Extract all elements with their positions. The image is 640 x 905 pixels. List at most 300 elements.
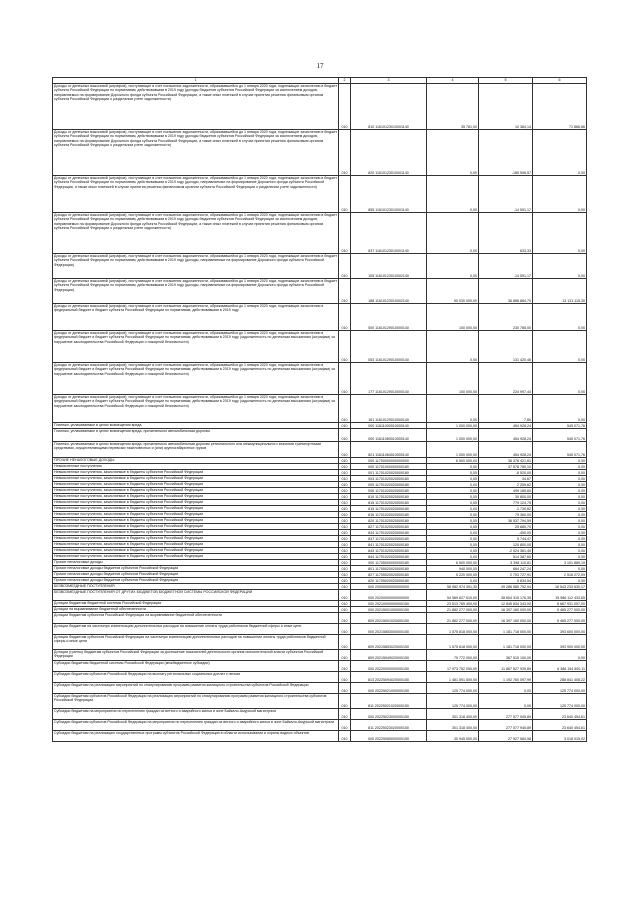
row-approved-amount: 75 772 000,00 [427, 650, 479, 661]
row-remaining-amount: 8 667 931 057,00 [533, 601, 587, 607]
row-remaining-amount: 0,00 [533, 254, 587, 279]
row-budget-code: 820 11610123010001140 [351, 130, 427, 176]
table-row [53, 694, 587, 709]
row-description: Субсидии бюджетам субъектов Российской Федерации на выплату региональных социальных доплат к пенсии [53, 672, 339, 683]
row-executed-amount: 2 703 727,91 [479, 572, 533, 578]
row-executed-amount: 5 834,54 [479, 578, 533, 584]
row-approved-amount: 0,00 [427, 395, 479, 423]
table-row [53, 304, 587, 331]
row-remaining-amount: 545 071,76 [533, 442, 587, 458]
row-approved-amount: 0,00 [427, 536, 479, 542]
row-remaining-amount: 0,00 [533, 176, 587, 213]
row-line-code: 010 [339, 650, 351, 661]
row-description: Невыясненные поступления, зачисляемые в бюджеты субъектов Российской Федерации [53, 548, 339, 554]
column-header: 4 [427, 78, 479, 84]
row-approved-amount: 100 000,00 [427, 304, 479, 331]
row-executed-amount: 36 537 794,59 [479, 518, 533, 524]
row-executed-amount: 224 997,44 [479, 363, 533, 395]
row-approved-amount: 1 575 618 000,00 [427, 635, 479, 650]
row-executed-amount: 0,00 [479, 683, 533, 694]
row-remaining-amount: 0,00 [533, 494, 587, 500]
row-approved-amount: 0,00 [427, 506, 479, 512]
row-line-code: 010 [339, 470, 351, 476]
row-executed-amount: 664 247,24 [479, 566, 533, 572]
row-budget-code: 810 11610123010001140 [351, 84, 427, 130]
row-approved-amount: 30 945 500,00 [427, 731, 479, 742]
row-executed-amount: 38 604 315 176,35 [479, 590, 533, 601]
row-remaining-amount: 15 986 112 433,65 [533, 590, 587, 601]
row-remaining-amount: 2 516 272,09 [533, 572, 587, 578]
row-description: Прочие неналоговые доходы [53, 560, 339, 566]
row-executed-amount: 499 185,60 [479, 488, 533, 494]
row-executed-amount: 514 387,60 [479, 554, 533, 560]
row-approved-amount: 0,00 [427, 530, 479, 536]
row-remaining-amount: 3 101 889,19 [533, 560, 587, 566]
row-approved-amount: 0,00 [427, 500, 479, 506]
table-row [53, 442, 587, 458]
row-line-code: 010 [339, 578, 351, 584]
row-line-code: 010 [339, 304, 351, 331]
row-line-code: 010 [339, 84, 351, 130]
row-remaining-amount: 0,00 [533, 524, 587, 530]
row-approved-amount: 23 513 765 400,00 [427, 601, 479, 607]
row-approved-amount: 50 030 000,00 [427, 279, 479, 304]
row-description: Доходы от денежных взысканий (штрафов), поступающие в счет погашения задолженности, образовавшейся до 1 января 2020 года, подлежащие зачислению в федеральный бюджет и бюджет субъекта Российской Федерации по нормативам, действовавшим в 2019 году (задолженность по денежным взысканиям (штрафам) за нарушение законодательства Российской Федерации о пожарной безопасности) [53, 363, 339, 395]
row-description: Прочие неналоговые доходы бюджетов субъектов Российской Федерации [53, 566, 339, 572]
row-budget-code: 105 11610123010002140 [351, 254, 427, 279]
column-header: 5 [479, 78, 533, 84]
row-approved-amount: 58 982 974 391,30 [427, 584, 479, 590]
table-row [53, 650, 587, 661]
table-row [53, 176, 587, 213]
row-approved-amount: 1 000 000,00 [427, 442, 479, 458]
row-approved-amount: 0,00 [427, 130, 479, 176]
row-budget-code: 821 11611064010000140 [351, 442, 427, 458]
row-executed-amount: 16 397 160 000,00 [479, 613, 533, 624]
row-budget-code: 811 20225023020000150 [351, 720, 427, 731]
row-description: Невыясненные поступления, зачисляемые в бюджеты субъектов Российской Федерации [53, 554, 339, 560]
row-remaining-amount: 0,00 [533, 530, 587, 536]
row-remaining-amount: 0,00 [533, 488, 587, 494]
row-remaining-amount: 6 386 154 500,11 [533, 661, 587, 672]
row-line-code: 010 [339, 476, 351, 482]
row-line-code: 010 [339, 720, 351, 731]
row-remaining-amount: 545 071,76 [533, 423, 587, 429]
row-description: Субсидии бюджетам на мероприятия по переселению граждан из ветхого и аварийного жилья в зоне Байкало-Амурской магистрали [53, 709, 339, 720]
row-budget-code: 188 11610123010002140 [351, 279, 427, 304]
row-executed-amount: 1 181 718 000,00 [479, 635, 533, 650]
table-row [53, 661, 587, 672]
row-budget-code: 820 11705020020000180 [351, 578, 427, 584]
row-executed-amount: 49 286 585 752,94 [479, 584, 533, 590]
row-approved-amount: 0,00 [427, 176, 479, 213]
row-description: Доходы от денежных взысканий (штрафов), поступающие в счет погашения задолженности, образовавшейся до 1 января 2020 года, подлежащие зачислению в федеральный бюджет и бюджет субъекта Российской Федерации по нормативам, действовавшим в 2019 году [53, 304, 339, 331]
row-executed-amount: -1 730,82 [479, 506, 533, 512]
table-row [53, 683, 587, 694]
row-line-code: 010 [339, 423, 351, 429]
row-remaining-amount: 0,00 [533, 500, 587, 506]
row-description: Дотации бюджетам субъектов Российской Федерации на выравнивание бюджетной обеспеченности [53, 613, 339, 624]
row-budget-code: 809 20215001020000150 [351, 613, 427, 624]
table-row [53, 613, 587, 624]
row-approved-amount: 0,00 [427, 464, 479, 470]
row-remaining-amount: 0,00 [533, 130, 587, 176]
row-remaining-amount: 0,00 [533, 331, 587, 363]
table-row [53, 395, 587, 423]
row-description: Доходы от денежных взысканий (штрафов), поступающие в счет погашения задолженности, образовавшейся до 1 января 2020 года, подлежащие зачислению в федеральный бюджет и бюджет субъекта Российской Федерации по нормативам, действовавшим в 2019 году (задолженность по денежным взысканиям (штрафам) за нарушение законодательства Российской Федерации о пожарной безопасности) [53, 395, 339, 423]
row-line-code: 010 [339, 672, 351, 683]
row-remaining-amount: 0,00 [533, 304, 587, 331]
row-budget-code: 003 11701020020000180 [351, 476, 427, 482]
row-executed-amount: 131 420,46 [479, 331, 533, 363]
row-executed-amount: 1 192 760 097,99 [479, 672, 533, 683]
row-line-code: 010 [339, 213, 351, 254]
row-line-code: 010 [339, 624, 351, 635]
row-budget-code: 053 11610129010000140 [351, 331, 427, 363]
row-executed-amount: -14 591,17 [479, 176, 533, 213]
row-executed-amount: 5 744,47 [479, 536, 533, 542]
row-remaining-amount: 0,00 [533, 554, 587, 560]
row-remaining-amount: 288 841 408,22 [533, 672, 587, 683]
row-executed-amount: 3 398 110,81 [479, 560, 533, 566]
row-budget-code: 000 11701000000000180 [351, 464, 427, 470]
table-row [53, 720, 587, 731]
row-description: Прочие неналоговые доходы бюджетов субъектов Российской Федерации [53, 578, 339, 584]
row-remaining-amount: 23 640 454,61 [533, 720, 587, 731]
row-budget-code: 815 11701020020000180 [351, 506, 427, 512]
row-description: Невыясненные поступления, зачисляемые в бюджеты субъектов Российской Федерации [53, 506, 339, 512]
row-line-code: 010 [339, 130, 351, 176]
row-executed-amount: 27 927 584,98 [479, 731, 533, 742]
row-approved-amount: 0,00 [427, 542, 479, 548]
row-description: Невыясненные поступления, зачисляемые в бюджеты субъектов Российской Федерации [53, 494, 339, 500]
row-remaining-amount: 125 774 000,00 [533, 694, 587, 709]
row-description: Невыясненные поступления, зачисляемые в бюджеты субъектов Российской Федерации [53, 542, 339, 548]
table-row [53, 213, 587, 254]
row-description: ПРОЧИЕ НЕНАЛОГОВЫЕ ДОХОДЫ [53, 458, 339, 464]
row-budget-code: 809 20215853020000150 [351, 635, 427, 650]
row-approved-amount: 54 589 627 610,00 [427, 590, 479, 601]
table-row [53, 429, 587, 442]
row-description: Невыясненные поступления, зачисляемые в бюджеты субъектов Российской Федерации [53, 530, 339, 536]
row-executed-amount: 633,33 [479, 213, 533, 254]
row-budget-code: 005 11701020020000180 [351, 482, 427, 488]
row-executed-amount: 454 928,24 [479, 423, 533, 429]
row-description: Прочие неналоговые доходы бюджетов субъектов Российской Федерации [53, 572, 339, 578]
row-description: Невыясненные поступления, зачисляемые в бюджеты субъектов Российской Федерации [53, 512, 339, 518]
row-description: Невыясненные поступления, зачисляемые в бюджеты субъектов Российской Федерации [53, 476, 339, 482]
row-line-code: 010 [339, 524, 351, 530]
table-row [53, 709, 587, 720]
row-description: Дотации бюджетам бюджетной системы Российской Федерации [53, 601, 339, 607]
row-line-code: 010 [339, 694, 351, 709]
column-header: 6 [533, 78, 587, 84]
row-approved-amount: 1 000 000,00 [427, 429, 479, 442]
row-remaining-amount: 393 900 000,00 [533, 635, 587, 650]
row-approved-amount: 21 862 277 000,00 [427, 613, 479, 624]
row-remaining-amount: 0,00 [533, 542, 587, 548]
row-approved-amount: 100 000,00 [427, 363, 479, 395]
row-remaining-amount: 0,00 [533, 458, 587, 464]
row-budget-code: 177 11610129010000140 [351, 363, 427, 395]
row-remaining-amount: 0,00 [533, 213, 587, 254]
row-remaining-amount: 0,00 [533, 363, 587, 395]
row-description: Невыясненные поступления, зачисляемые в бюджеты субъектов Российской Федерации [53, 500, 339, 506]
row-line-code: 010 [339, 442, 351, 458]
row-approved-amount: 0,00 [427, 470, 479, 476]
row-description: Доходы от денежных взысканий (штрафов), поступающие в счет погашения задолженности, образовавшейся до 1 января 2020 года, подлежащие зачислению в бюджет субъекта Российской Федерации по нормативам, действовавшим в 2019 году (доходы, направляемые на формирование Дорожного фонда субъекта Российской Федерации, а также иных платежей в случае принятия решения финансовым органом субъекта Российской Федерации о раздельном учете задолженности) [53, 176, 339, 213]
page-number: 17 [316, 62, 324, 70]
row-executed-amount: 277 577 945,89 [479, 709, 533, 720]
row-line-code: 010 [339, 363, 351, 395]
row-remaining-amount: 125 774 000,00 [533, 683, 587, 694]
row-line-code: 010 [339, 683, 351, 694]
row-remaining-amount: 5 465 277 000,00 [533, 607, 587, 613]
row-executed-amount: 779 124,75 [479, 500, 533, 506]
row-executed-amount: 0,00 [479, 694, 533, 709]
row-approved-amount: 0,00 [427, 213, 479, 254]
row-description: Невыясненные поступления, зачисляемые в бюджеты субъектов Российской Федерации [53, 488, 339, 494]
row-line-code: 010 [339, 601, 351, 607]
row-executed-amount: 120 800,00 [479, 542, 533, 548]
row-budget-code: 000 20215001000000150 [351, 607, 427, 613]
row-budget-code: 820 11701020020000180 [351, 518, 427, 524]
row-description: Платежи, уплачиваемые в целях возмещения вреда, причиняемого автомобильным дорогам [53, 429, 339, 442]
row-line-code: 010 [339, 566, 351, 572]
row-approved-amount: 17 973 752 050,00 [427, 661, 479, 672]
row-executed-amount: 79 360,00 [479, 512, 533, 518]
row-line-code: 010 [339, 590, 351, 601]
row-line-code: 010 [339, 548, 351, 554]
row-line-code: 010 [339, 518, 351, 524]
row-remaining-amount: 13 131 115,30 [533, 279, 587, 304]
row-approved-amount: 301 318 400,00 [427, 709, 479, 720]
row-remaining-amount: 0,00 [533, 476, 587, 482]
row-approved-amount: 6 500 000,00 [427, 458, 479, 464]
row-line-code: 010 [339, 494, 351, 500]
row-executed-amount: 367 515 100,00 [479, 650, 533, 661]
row-line-code: 010 [339, 661, 351, 672]
row-description: Дотации бюджетам на частичную компенсацию дополнительных расходов на повышение оплаты труда работников бюджетной сферы и иные цели [53, 624, 339, 635]
row-line-code: 010 [339, 731, 351, 742]
row-remaining-amount: 0,00 [533, 578, 587, 584]
row-executed-amount: 7,80 [479, 395, 533, 423]
row-approved-amount: 5 220 000,00 [427, 572, 479, 578]
column-header: 2 [339, 78, 351, 84]
table-row [53, 731, 587, 742]
row-executed-amount: -2 024 361,40 [479, 548, 533, 554]
row-executed-amount: 10 384,14 [479, 84, 533, 130]
row-budget-code: 000 20225023000000150 [351, 709, 427, 720]
row-description: Субсидии бюджетам на реализацию мероприятий по стимулированию программ развития жилищного строительства субъектов Российской Федерации [53, 683, 339, 694]
row-budget-code: 000 20225021000000150 [351, 683, 427, 694]
row-remaining-amount: 0,00 [533, 518, 587, 524]
table-row [53, 672, 587, 683]
row-budget-code: 000 11610129010000140 [351, 304, 427, 331]
table-row [53, 363, 587, 395]
row-remaining-amount: 0,00 [533, 536, 587, 542]
row-description: Платежи, уплачиваемые в целях возмещения вреда, причиняемого автомобильным дорогам регионального или межмуниципального значения транспортными средствами, осуществляющими перевозки тяжеловесных и (или) крупногабаритных грузов [53, 442, 339, 458]
row-remaining-amount: 0,00 [533, 482, 587, 488]
row-budget-code: 843 11701020020000180 [351, 548, 427, 554]
row-remaining-amount: 71 866,86 [533, 84, 587, 130]
row-description: Невыясненные поступления, зачисляемые в бюджеты субъектов Российской Федерации [53, 470, 339, 476]
row-description: Дотации бюджетам субъектов Российской Федерации на частичную компенсацию дополнительных расходов на повышение оплаты труда работников бюджетной сферы и иные цели [53, 635, 339, 650]
row-budget-code: 161 11610129010000140 [351, 395, 427, 423]
row-line-code: 010 [339, 488, 351, 494]
row-budget-code: 837 11701020020000180 [351, 536, 427, 542]
row-budget-code: 837 11610123010001140 [351, 213, 427, 254]
table-row [53, 331, 587, 363]
row-approved-amount: 940 000,00 [427, 566, 479, 572]
row-executed-amount: 11 867 627 939,89 [479, 661, 533, 672]
row-budget-code: 000 20000000000000000 [351, 584, 427, 590]
row-executed-amount: -450,00 [479, 530, 533, 536]
table-row [53, 254, 587, 279]
row-remaining-amount: 393 600 000,00 [533, 624, 587, 635]
row-budget-code: 827 11705020020000180 [351, 572, 427, 578]
row-approved-amount: 0,00 [427, 518, 479, 524]
row-description: Субсидии бюджетам бюджетной системы Российской Федерации (межбюджетные субсидии) [53, 661, 339, 672]
row-approved-amount: 125 774 000,00 [427, 694, 479, 709]
row-executed-amount: -185 596,57 [479, 130, 533, 176]
row-line-code: 010 [339, 254, 351, 279]
row-executed-amount: -14 591,17 [479, 254, 533, 279]
row-approved-amount: 0,00 [427, 578, 479, 584]
row-line-code: 010 [339, 458, 351, 464]
row-line-code: 010 [339, 279, 351, 304]
row-line-code: 010 [339, 176, 351, 213]
row-approved-amount: 0,00 [427, 482, 479, 488]
row-executed-amount: 34,67 [479, 476, 533, 482]
row-line-code: 010 [339, 429, 351, 442]
row-approved-amount: 35 781,00 [427, 84, 479, 130]
row-line-code: 010 [339, 635, 351, 650]
row-executed-amount: 36 888 884,70 [479, 279, 533, 304]
row-remaining-amount: 23 640 454,61 [533, 709, 587, 720]
row-approved-amount: 1 000 000,00 [427, 423, 479, 429]
row-description: Доходы от денежных взысканий (штрафов), поступающие в счет погашения задолженности, образовавшейся до 1 января 2020 года, подлежащие зачислению в бюджет субъекта Российской Федерации по нормативам, действовавшим в 2019 году (доходы, направляемые на формирование Дорожного фонда субъекта Российской Федерации) [53, 279, 339, 304]
row-line-code: 010 [339, 530, 351, 536]
revenue-table [52, 77, 587, 742]
row-executed-amount: 277 577 945,89 [479, 720, 533, 731]
row-line-code: 010 [339, 554, 351, 560]
row-remaining-amount: 3 018 015,02 [533, 731, 587, 742]
row-executed-amount: 454 928,24 [479, 429, 533, 442]
row-remaining-amount: 0,00 [533, 548, 587, 554]
row-description: Невыясненные поступления, зачисляемые в бюджеты субъектов Российской Федерации [53, 518, 339, 524]
row-approved-amount: 1 575 818 000,00 [427, 624, 479, 635]
row-remaining-amount: 0,00 [533, 566, 587, 572]
row-budget-code: 809 20215549020000150 [351, 650, 427, 661]
row-budget-code: 006 11701020020000180 [351, 488, 427, 494]
row-line-code: 010 [339, 506, 351, 512]
row-approved-amount: 0,00 [427, 548, 479, 554]
table-row [53, 635, 587, 650]
row-budget-code: 000 20225065000000150 [351, 731, 427, 742]
row-description: Субсидии бюджетам субъектов Российской Федерации на реализацию мероприятий по стимулированию программ развития жилищного строительства субъектов Российской Федерации [53, 694, 339, 709]
row-executed-amount: 30 800,00 [479, 494, 533, 500]
row-line-code: 010 [339, 464, 351, 470]
row-approved-amount: 0,00 [427, 524, 479, 530]
row-description: Доходы от денежных взысканий (штрафов), поступающие в счет погашения задолженности, образовавшейся до 1 января 2020 года, подлежащие зачислению в бюджет субъекта Российской Федерации по нормативам, действовавшим в 2019 году (доходы бюджетов субъектов Российской Федерации за исключением доходов, направляемых на формирование Дорожного фонда субъекта Российской Федерации, а также иных платежей в случае принятия решения финансовым органом субъекта Российской Федерации о раздельном учете задолженности) [53, 213, 339, 254]
row-line-code: 010 [339, 512, 351, 518]
row-remaining-amount: 0,00 [533, 512, 587, 518]
row-budget-code: 001 11701020020000180 [351, 470, 427, 476]
row-line-code: 010 [339, 395, 351, 423]
row-executed-amount: 36 376 421,81 [479, 458, 533, 464]
row-approved-amount: 125 774 000,00 [427, 683, 479, 694]
row-approved-amount: 0,00 [427, 488, 479, 494]
row-line-code: 010 [339, 709, 351, 720]
row-budget-code: 000 20220000000000150 [351, 661, 427, 672]
row-approved-amount: 0,00 [427, 254, 479, 279]
row-remaining-amount: 16 543 233 630,17 [533, 584, 587, 590]
row-line-code: 010 [339, 331, 351, 363]
row-line-code: 010 [339, 572, 351, 578]
row-approved-amount: 0,00 [427, 476, 479, 482]
row-executed-amount: 2 259,62 [479, 482, 533, 488]
row-description: Невыясненные поступления, зачисляемые в бюджеты субъектов Российской Федерации [53, 482, 339, 488]
row-budget-code: 000 20210000000000150 [351, 601, 427, 607]
row-description: Платежи, уплачиваемые в целях возмещения вреда [53, 423, 339, 429]
row-budget-code: 000 11705000000000180 [351, 560, 427, 566]
row-line-code: 010 [339, 482, 351, 488]
row-executed-amount: -8 520,00 [479, 470, 533, 476]
row-remaining-amount: 0,00 [533, 395, 587, 423]
row-budget-code: 816 11701020020000180 [351, 512, 427, 518]
row-approved-amount: 0,00 [427, 512, 479, 518]
row-line-code: 010 [339, 584, 351, 590]
row-approved-amount: 1 481 591 500,00 [427, 672, 479, 683]
row-budget-code: 815 11701020020000180 [351, 500, 427, 506]
row-approved-amount: 21 882 277 000,00 [427, 607, 479, 613]
row-budget-code: 844 11701020020000180 [351, 554, 427, 560]
row-executed-amount: 1 181 718 000,00 [479, 624, 533, 635]
row-approved-amount: 301 318 400,00 [427, 720, 479, 731]
row-description: Доходы от денежных взысканий (штрафов), поступающие в счет погашения задолженности, образовавшейся до 1 января 2020 года, подлежащие зачислению в бюджет субъекта Российской Федерации по нормативам, действовавшим в 2019 году (доходы, направляемые на формирование Дорожного фонда субъекта Российской Федерации) [53, 254, 339, 279]
row-approved-amount: 0,00 [427, 494, 479, 500]
table-row [53, 624, 587, 635]
row-budget-code: 801 11705020020000180 [351, 566, 427, 572]
row-description: БЕЗВОЗМЕЗДНЫЕ ПОСТУПЛЕНИЯ [53, 584, 339, 590]
column-header: 3 [351, 78, 427, 84]
row-description: Доходы от денежных взысканий (штрафов), поступающие в счет погашения задолженности, образовавшейся до 1 января 2020 года, подлежащие зачислению в бюджет субъекта Российской Федерации по нормативам, действовавшим в 2019 году (доходы бюджетов субъектов Российской Федерации за исключением доходов, направляемых на формирование Дорожного фонда субъекта Российской Федерации, а также иных платежей в случае принятия решения финансовым органом субъекта Российской Федерации о раздельном учете задолженности) [53, 130, 339, 176]
row-approved-amount: 0,00 [427, 554, 479, 560]
row-budget-code: 810 11701020020000180 [351, 494, 427, 500]
row-line-code: 010 [339, 560, 351, 566]
row-budget-code: 000 11700000000000000 [351, 458, 427, 464]
row-description: Доходы от денежных взысканий (штрафов), поступающие в счет погашения задолженности, образовавшейся до 1 января 2020 года, подлежащие зачислению в бюджет субъекта Российской Федерации по нормативам, действовавшим в 2019 году (доходы бюджетов субъектов Российской Федерации за исключением доходов, направляемых на формирование Дорожного фонда субъекта Российской Федерации, а также иных платежей в случае принятия решения финансовым органом субъекта Российской Федерации о раздельном учете задолженности) [53, 84, 339, 130]
row-budget-code: 834 11701020020000180 [351, 530, 427, 536]
row-description: Доходы от денежных взысканий (штрафов), поступающие в счет погашения задолженности, образовавшейся до 1 января 2020 года, подлежащие зачислению в федеральный бюджет и бюджет субъекта Российской Федерации по нормативам, действовавшим в 2019 году (задолженность по денежным взысканиям (штрафам) за нарушение законодательства Российской Федерации о пожарной безопасности) [53, 331, 339, 363]
row-line-code: 010 [339, 613, 351, 624]
row-description: Субсидии бюджетам на реализацию государственных программ субъектов Российской Федерации в области использования и охраны водных объектов [53, 731, 339, 742]
row-budget-code: 841 11701020020000180 [351, 542, 427, 548]
row-description: Дотации на выравнивание бюджетной обеспеченности [53, 607, 339, 613]
row-remaining-amount: 0,00 [533, 506, 587, 512]
row-budget-code: 000 20200000000000000 [351, 590, 427, 601]
row-budget-code: 000 20215853000000150 [351, 624, 427, 635]
row-executed-amount: 16 397 160 000,00 [479, 607, 533, 613]
row-budget-code: 827 11701020020000180 [351, 524, 427, 530]
row-description: БЕЗВОЗМЕЗДНЫЕ ПОСТУПЛЕНИЯ ОТ ДРУГИХ БЮДЖЕТОВ БЮДЖЕТНОЙ СИСТЕМЫ РОССИЙСКОЙ ФЕДЕРАЦИИ [53, 590, 339, 601]
row-remaining-amount: 545 071,76 [533, 429, 587, 442]
row-approved-amount: 0,00 [427, 331, 479, 363]
row-executed-amount: 25 680,70 [479, 524, 533, 530]
table-row [53, 590, 587, 601]
row-budget-code: 813 20225094020000150 [351, 672, 427, 683]
